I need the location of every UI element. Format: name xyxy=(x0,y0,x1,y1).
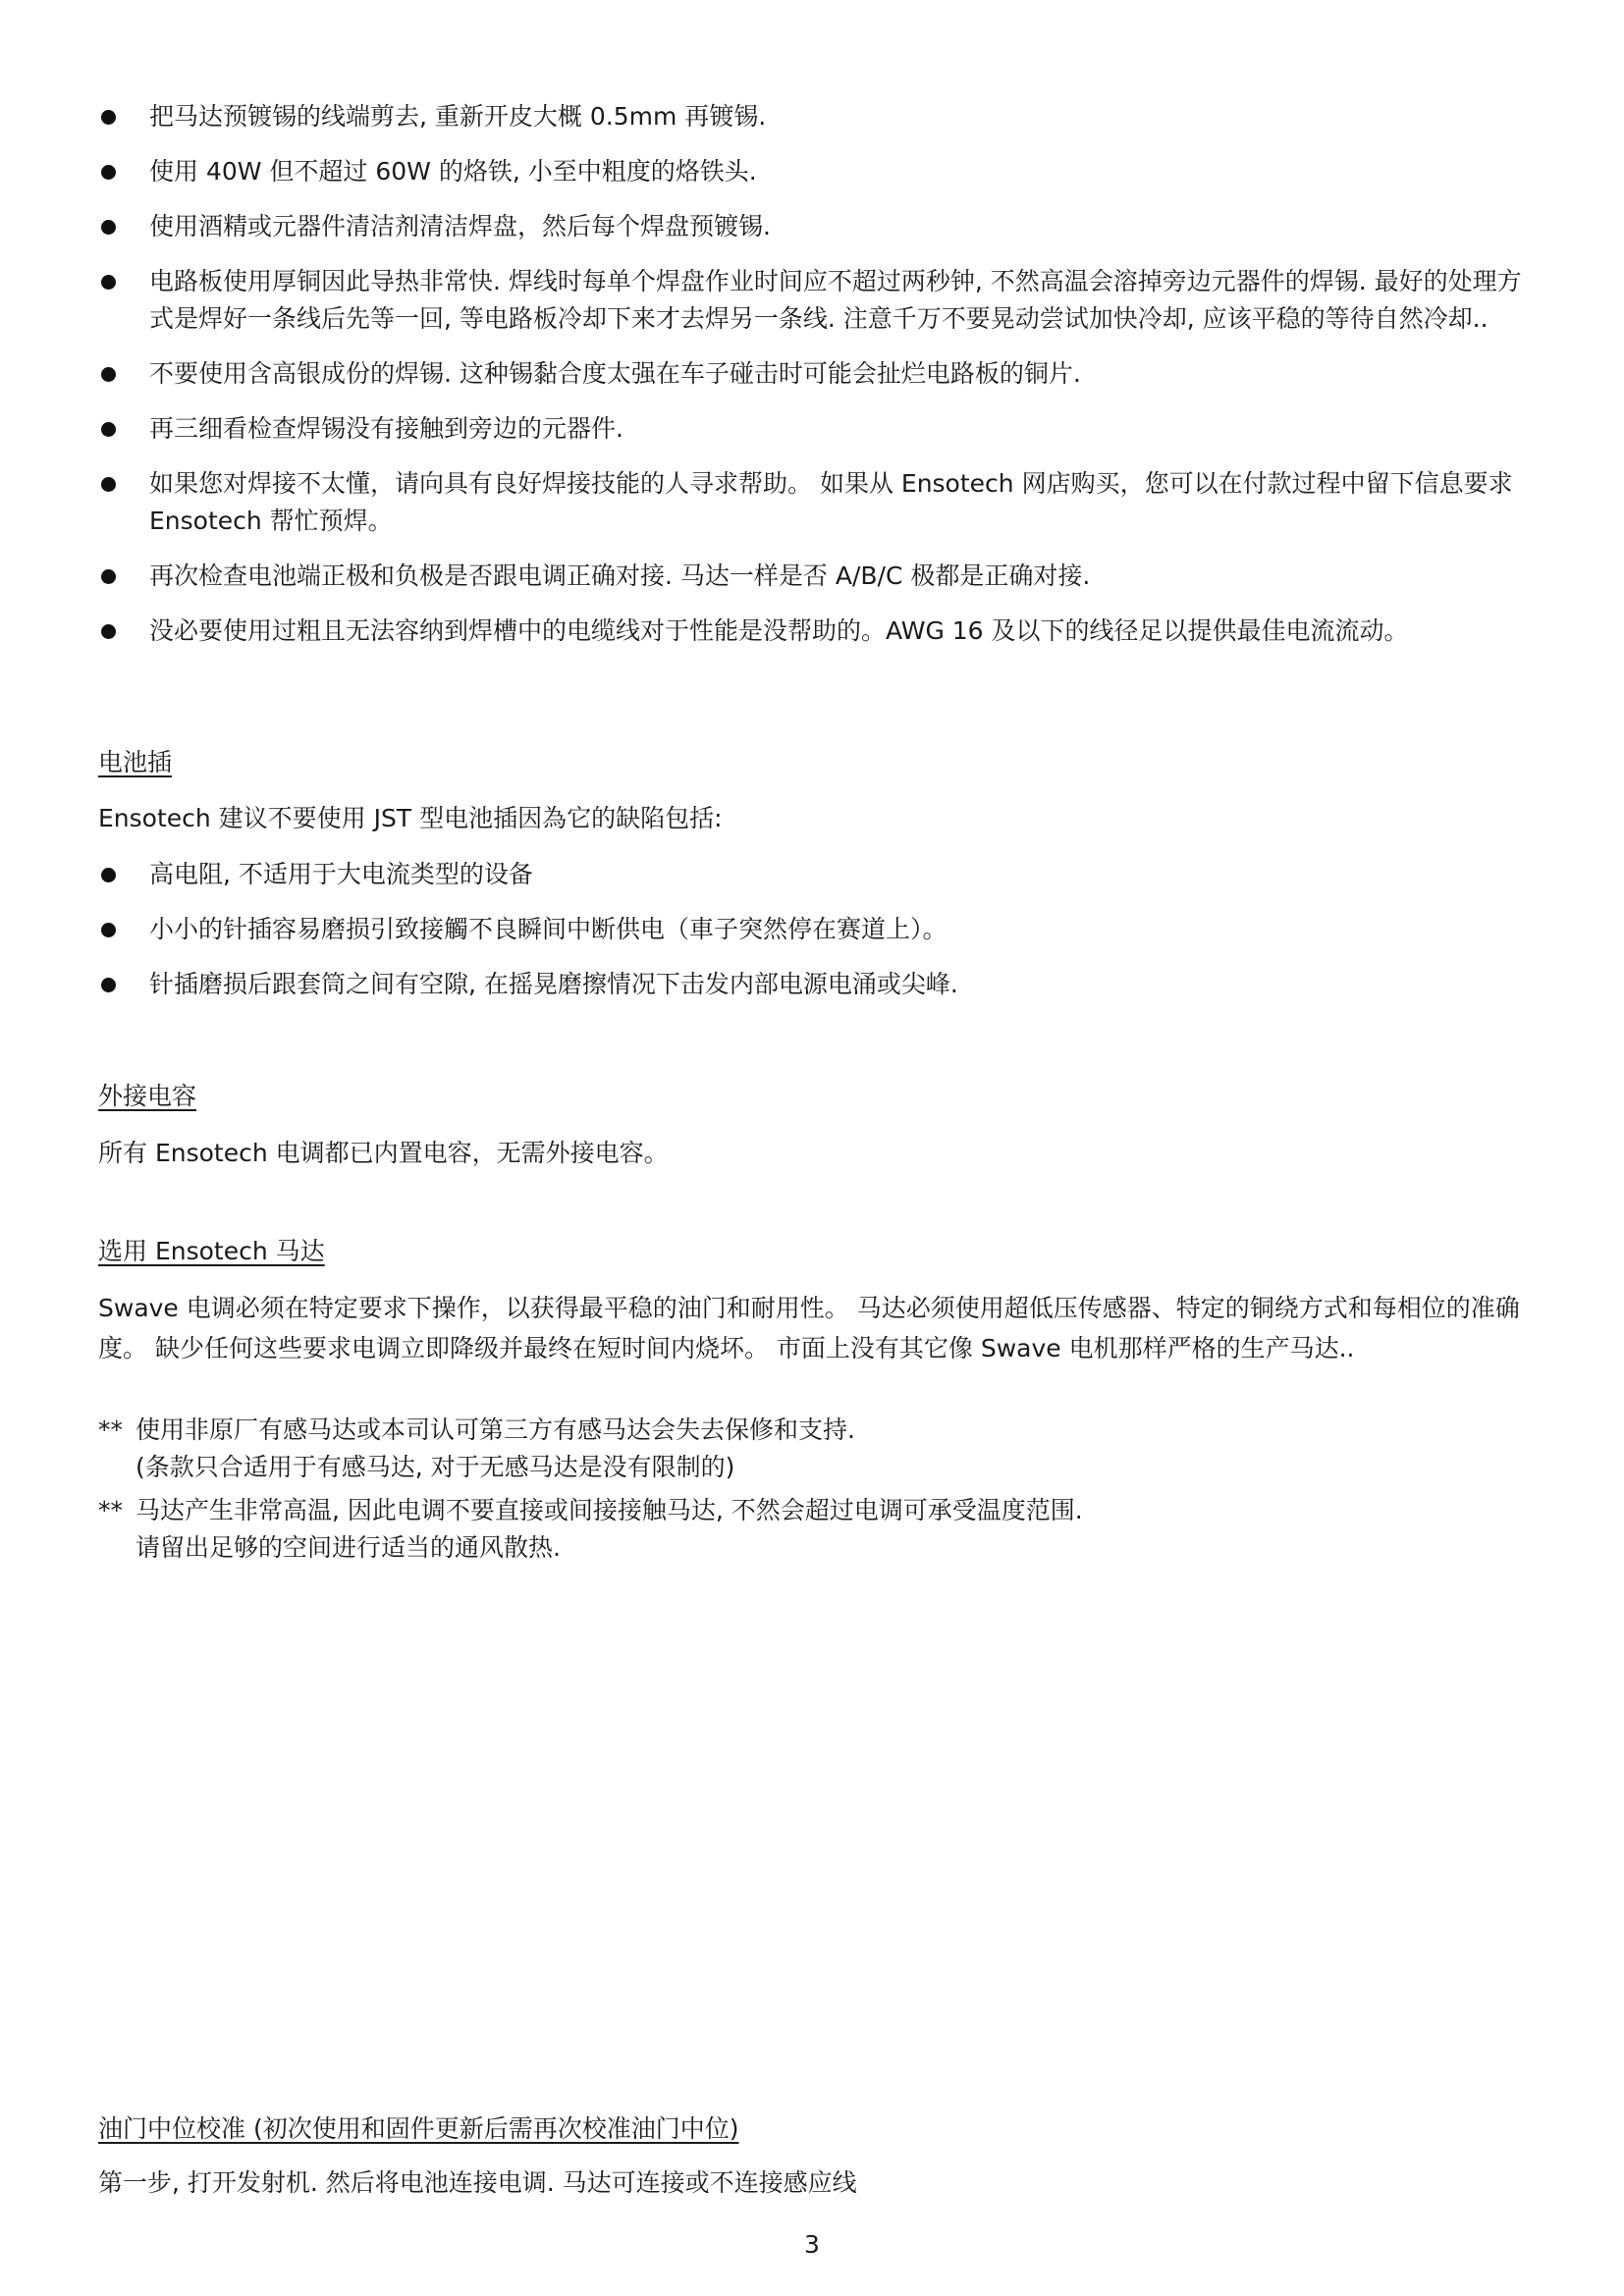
throttle-calibration-text: 第一步, 打开发射机. 然后将电池连接电调. 马达可连接或不连接感应线 xyxy=(98,2168,857,2197)
warranty-note xyxy=(98,1412,1542,1486)
list-item-text: 再次检查电池端正极和负极是否跟电调正确对接. 马达一样是否 A/B/C 极都是正确对接. xyxy=(149,561,1091,590)
battery-plug-list xyxy=(98,856,1542,1021)
throttle-calibration-heading: 油门中位校准 (初次使用和固件更新后需再次校准油门中位) xyxy=(98,2114,739,2143)
battery-plug-heading: 电池插 xyxy=(98,748,173,776)
list-item-text: 小小的针插容易磨损引致接觸不良瞬间中断供电（車子突然停在赛道上）。 xyxy=(149,915,947,943)
list-item xyxy=(98,410,1542,448)
list-item-text: 不要使用含高银成份的焊锡. 这种锡黏合度太强在车子碰击时可能会扯烂电路板的铜片. xyxy=(149,359,1081,388)
motor-selection-text: Swave 电调必须在特定要求下操作，以获得最平稳的油门和耐用性。 马达必须使用超低压传感器、特定的铜绕方式和每相位的准确度。 缺少任何这些要求电调立即降级并最终在短时间内烧坏。 市面上没有其它像 Swave 电机那样严格的生产马达.. xyxy=(98,1294,1520,1362)
external-capacitor-text: 所有 Ensotech 电调都已内置电容，无需外接电容。 xyxy=(98,1139,669,1167)
note-line: 马达产生非常高温, 因此电调不要直接或间接接触马达, 不然会超过电调可承受温度范围. xyxy=(135,1496,1083,1524)
bullet-icon xyxy=(101,110,116,125)
list-item-text: 使用 40W 但不超过 60W 的烙铁, 小至中粗度的烙铁头. xyxy=(149,157,757,186)
list-item-text: 把马达预镀锡的线端剪去, 重新开皮大概 0.5mm 再镀锡. xyxy=(149,102,767,131)
list-item xyxy=(98,558,1542,595)
bullet-icon xyxy=(101,165,116,180)
list-item xyxy=(98,613,1542,650)
bullet-icon xyxy=(101,477,116,492)
list-item-text: 电路板使用厚铜因此导热非常快. 焊线时每单个焊盘作业时间应不超过两秒钟, 不然高温会溶掉旁边元器件的焊锡. 最好的处理方式是焊好一条线后先等一回, 等电路板冷却下来才去焊另一条线. 注意千万不要晃动尝试加快冷却, 应该平稳的等待自然冷却.. xyxy=(149,267,1522,333)
bullet-icon xyxy=(101,868,116,882)
note-marker: ** xyxy=(98,1496,123,1524)
bullet-icon xyxy=(101,624,116,639)
page-number: 3 xyxy=(804,2230,820,2259)
note-marker: ** xyxy=(98,1415,123,1444)
note-line: (条款只合适用于有感马达, 对于无感马达是没有限制的) xyxy=(135,1453,735,1481)
bullet-icon xyxy=(101,923,116,937)
bullet-icon xyxy=(101,422,116,437)
list-item-text: 没必要使用过粗且无法容纳到焊槽中的电缆线对于性能是没帮助的。AWG 16 及以下的线径足以提供最佳电流流动。 xyxy=(149,616,1409,645)
list-item-text: 如果您对焊接不太懂，请向具有良好焊接技能的人寻求帮助。 如果从 Ensotech 网店购买，您可以在付款过程中留下信息要求 Ensotech 帮忙预焊。 xyxy=(149,469,1513,535)
list-item xyxy=(98,153,1542,190)
battery-plug-intro: Ensotech 建议不要使用 JST 型电池插因為它的缺陷包括: xyxy=(98,804,723,832)
list-item xyxy=(98,208,1542,245)
bullet-icon xyxy=(101,978,116,992)
list-item-text: 针插磨损后跟套筒之间有空隙, 在摇晃磨擦情况下击发内部电源电涌或尖峰. xyxy=(149,970,958,998)
list-item-text: 高电阻, 不适用于大电流类型的设备 xyxy=(149,860,533,888)
note-line: 请留出足够的空间进行适当的通风散热. xyxy=(135,1533,561,1562)
list-item xyxy=(98,98,1542,135)
note-line: 使用非原厂有感马达或本司认可第三方有感马达会失去保修和支持. xyxy=(135,1415,855,1444)
list-item-text: 再三细看检查焊锡没有接触到旁边的元器件. xyxy=(149,414,623,443)
bullet-icon xyxy=(101,275,116,290)
list-item xyxy=(98,911,1542,948)
list-item xyxy=(98,465,1542,540)
bullet-icon xyxy=(101,569,116,584)
list-item xyxy=(98,355,1542,393)
list-item xyxy=(98,263,1542,338)
motor-selection-heading: 选用 Ensotech 马达 xyxy=(98,1237,325,1265)
list-item-text: 使用酒精或元器件清洁剂清洁焊盘，然后每个焊盘预镀锡. xyxy=(149,212,771,240)
heat-note xyxy=(98,1492,1542,1567)
list-item xyxy=(98,966,1542,1003)
soldering-tips-list xyxy=(98,98,1542,667)
list-item xyxy=(98,856,1542,893)
bullet-icon xyxy=(101,220,116,235)
external-capacitor-heading: 外接电容 xyxy=(98,1082,197,1110)
bullet-icon xyxy=(101,367,116,382)
